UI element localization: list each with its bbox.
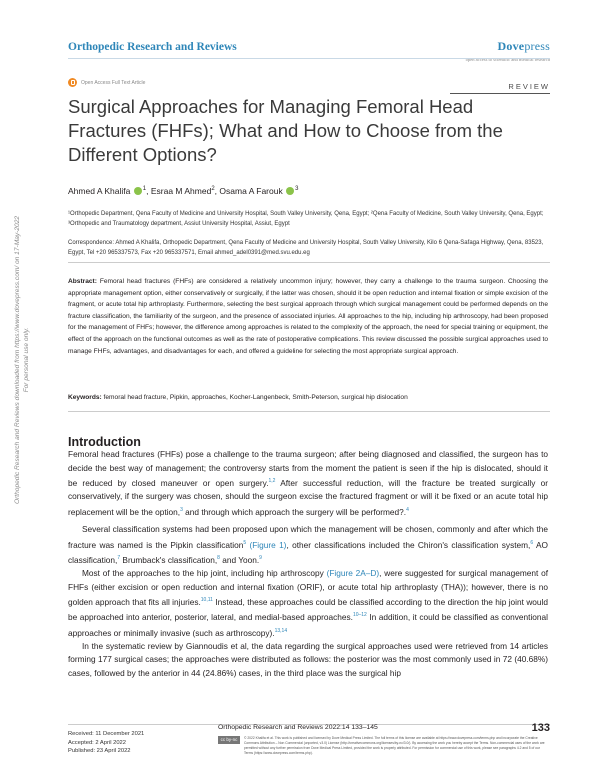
license-text: © 2022 Khalifa et al. This work is published and licensed by Dove Medical Press Limited. The full terms of this license are available at https://www.dovepress.com/terms.php and incorporate the Creative Commons Attribution – Non Commercial (unported, v3.0) License (http://creativecommons.org/licenses/by-nc/3.0/). By accessing the work you hereby accept the Terms. Non-commercial uses of the work are permitted without any further permission from Dove Medical Press Limited, provided the work is properly attributed. For permission for commercial use of this work, please see paragraphs 4.2 and 5 of our Terms (https://www.dovepress.com/terms.php).	[244, 736, 545, 755]
header-divider	[68, 58, 550, 59]
citation-link[interactable]: 1,2	[268, 478, 276, 484]
section-divider	[68, 262, 550, 263]
affiliations: ¹Orthopedic Department, Qena Faculty of Medicine and University Hospital, South Valley University, Qena, Egypt; ²Qena Faculty of Medicine, South Valley University, Qena, Egypt; ³Orthopedic and Traumatology department, Assiut University Hospital, Assiut, Egypt	[68, 211, 544, 227]
abstract-text: Femoral head fractures (FHFs) are considered a relatively uncommon injury; however, they carry a challenge to the trauma surgeon. Choosing the appropriate management option, either conservatively or surgically, if the latter was chosen, should it be open reduction and internal fixation or simple excision of the fragment, or acute total hip arthroplasty. Furthermore, selecting the best surgical approach through which surgical management could be performed depends on the fracture classification, the familiarity of the surgeon, and the presence of associated injuries. All approaches to the hip, including hip arthroscopy, had been proposed for the management of FHFs; however, the difference among approaches is related to the complexity of the approach, the need for special training or equipment, the effect of the approach on the functional outcomes as well as the rate of postoperative complications. This review discussed the possible surgical approaches used to manage FHFs, advantages, and disadvantages for each, and offered a guideline for selecting the most appropriate surgical approach.	[68, 278, 548, 355]
citation-link[interactable]: 9	[259, 554, 262, 561]
paragraph: Femoral head fractures (FHFs) pose a challenge to the trauma surgeon; after being diagnosed and classified, the surgeon has to decide the best way of management; the controversy starts from the moment the patient is seen if the hip is dislocated, should it be reduced by closed maneuver or open surgery.$^{1,2}$ After successful reduction, will the fracture be treated surgically or conservatively, if the surgery was chosen, should the surgeon excise the fractured fragment or will it be fixed or an acute total hip replacement will be the option,$^3$ and through which approach the surgery will be performed?.$^4$	[68, 449, 548, 517]
author-list: Ahmed A Khalifa $^1$, Esraa M Ahmed$^2$, Osama A Farouk $^3$	[68, 186, 299, 196]
article-type-rule	[450, 93, 550, 94]
keywords-text: femoral head fracture, Pipkin, approaches, Kocher-Langenbeck, Smith-Peterson, surgical hip dislocation	[101, 394, 408, 401]
citation-link[interactable]: 8	[217, 554, 220, 561]
author-1: Ahmed A Khalifa	[68, 186, 131, 196]
brand-part-1: Dove	[497, 39, 525, 53]
journal-name: Orthopedic Research and Reviews	[68, 41, 237, 53]
brand-part-2: press	[524, 39, 550, 53]
published-date: Published: 23 April 2022	[68, 748, 131, 754]
open-access-icon	[68, 78, 77, 87]
article-title: Surgical Approaches for Managing Femoral Head Fractures (FHFs); What and How to Choose from the Different Options?	[68, 96, 503, 165]
citation-link[interactable]: 13,14	[274, 627, 288, 634]
keywords-divider	[68, 411, 550, 412]
open-access-label	[68, 78, 145, 87]
figure-link[interactable]: (Figure 2A–D)	[326, 568, 380, 579]
correspondence: Correspondence: Ahmed A Khalifa, Orthopedic Department, Qena Faculty of Medicine and University Hospital, South Valley University, Kilo 6 Qena-Safaga Highway, Qena, 83523, Egypt, Tel +20 965337573, Fax +20 965337571, Email ahmed_adel0391@med.svu.edu.eg	[68, 240, 544, 256]
keywords	[68, 394, 548, 401]
citation-link[interactable]: 4	[406, 506, 409, 513]
section-heading-introduction: Introduction	[68, 435, 141, 449]
accepted-date: Accepted: 2 April 2022	[68, 739, 127, 746]
orcid-icon[interactable]	[134, 187, 142, 195]
citation-link[interactable]: 10–12	[352, 612, 367, 619]
orcid-icon[interactable]	[286, 187, 294, 195]
received-date: Received: 11 December 2021	[68, 731, 145, 737]
journal-citation: Orthopedic Research and Reviews 2022:14 133–145	[218, 724, 378, 731]
license-block	[218, 736, 548, 756]
publisher-tagline: open access to scientific and medical research	[465, 57, 550, 62]
citation-link[interactable]: 5	[243, 539, 247, 546]
author-3: Osama A Farouk	[219, 186, 283, 196]
citation-link[interactable]: 6	[530, 539, 534, 546]
article-type: REVIEW	[508, 82, 550, 91]
introduction-body	[68, 448, 548, 680]
abstract-label: Abstract:	[68, 278, 97, 285]
citation-link[interactable]: 3	[180, 506, 183, 513]
figure-link[interactable]: (Figure 1)	[249, 539, 287, 550]
citation-link[interactable]: 10,11	[200, 597, 213, 604]
article-dates	[68, 730, 144, 756]
author-2-sup: 2	[211, 186, 215, 193]
paragraph: Most of the approaches to the hip joint, including hip arthroscopy (Figure 2A–D), were suggested for surgical management of FHFs (either excision or open reduction and internal fixation (ORIF), or acute total hip arthroplasty (THA)); however, there is no golden approach that fits all injuries.$^{10,11}$ Instead, these approaches could be classified according to the direction the hip joint would be approached into anterior, posterior, lateral, and medial-based approaches.$^{10-12}$ In addition, it could be classified as conventional approaches or minimally invasive (such as arthroscopy).$^{13,14}$	[68, 568, 548, 638]
keywords-label: Keywords:	[68, 394, 102, 401]
author-1-sup: 1	[142, 186, 147, 193]
author-2: Esraa M Ahmed	[150, 186, 212, 196]
page-number: 133	[531, 722, 550, 734]
abstract	[68, 276, 548, 357]
paragraph: In the systematic review by Giannoudis et al, the data regarding the surgical approaches used were retrieved from 14 articles forming 177 surgical cases; the approaches were distributed as follows: the posterior was the most commonly used in 72 (40.68%) cases, followed by the anterior in 44 (24.86%) cases, in the third place was the surgical hip	[68, 640, 548, 678]
author-3-sup: 3	[295, 186, 299, 193]
open-access-text: Open Access Full Text Article	[81, 79, 146, 86]
paragraph: Several classification systems had been proposed upon which the management will be chosen, commonly and after which the fracture was named is the Pipkin classification$^5$ (Figure 1), other classifications included the Chiron's classification system,$^6$ AO classification,$^7$ Brumback's classification,$^8$ and Yoon.$^9$	[68, 524, 548, 565]
citation-link[interactable]: 7	[117, 554, 121, 561]
cc-license-icon[interactable]: cc by-nc	[218, 736, 240, 744]
